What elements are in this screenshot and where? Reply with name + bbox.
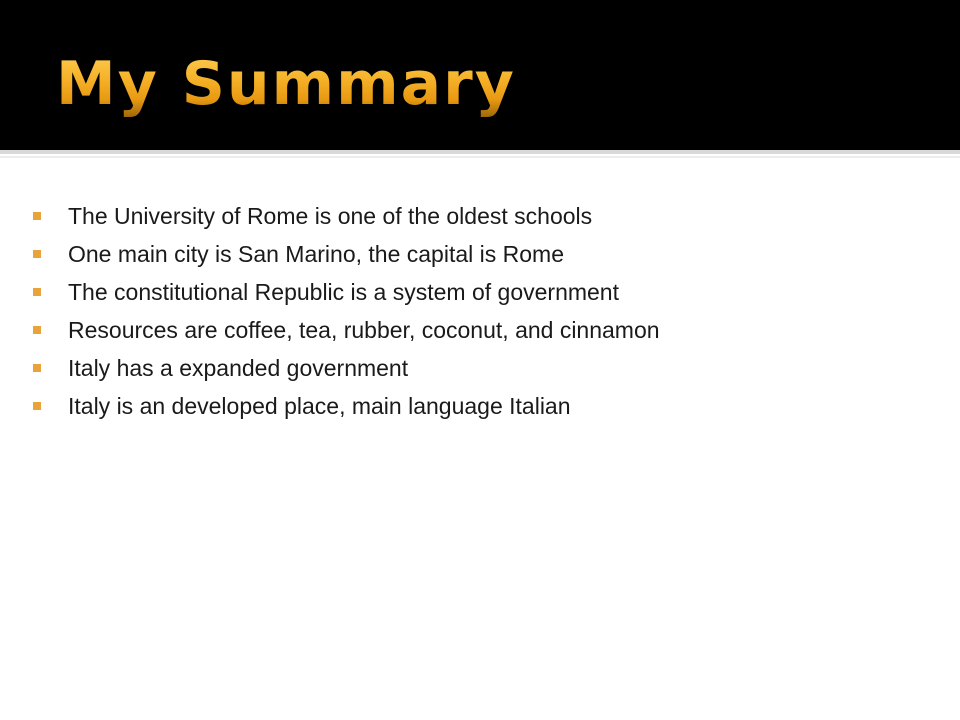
slide-title: My Summary xyxy=(56,46,516,122)
bullet-text: Italy has a expanded government xyxy=(68,355,409,381)
list-item xyxy=(30,349,930,387)
list-item xyxy=(30,197,930,235)
bullet-text: The University of Rome is one of the oldest schools xyxy=(68,203,593,229)
square-bullet-icon xyxy=(33,250,41,258)
square-bullet-icon xyxy=(33,402,41,410)
list-item xyxy=(30,273,930,311)
bullet-text: Resources are coffee, tea, rubber, coconut, and cinnamon xyxy=(68,317,660,343)
square-bullet-icon xyxy=(33,288,41,296)
bullet-text: Italy is an developed place, main language Italian xyxy=(68,393,571,419)
bullet-text: One main city is San Marino, the capital is Rome xyxy=(68,241,564,267)
title-band xyxy=(0,0,960,150)
square-bullet-icon xyxy=(33,212,41,220)
list-item xyxy=(30,387,930,425)
list-item xyxy=(30,235,930,273)
list-item xyxy=(30,311,930,349)
bullet-text: The constitutional Republic is a system of government xyxy=(68,279,619,305)
square-bullet-icon xyxy=(33,326,41,334)
title-divider-shadow xyxy=(0,156,960,158)
title-divider xyxy=(0,150,960,154)
square-bullet-icon xyxy=(33,364,41,372)
bullet-list xyxy=(30,197,930,425)
